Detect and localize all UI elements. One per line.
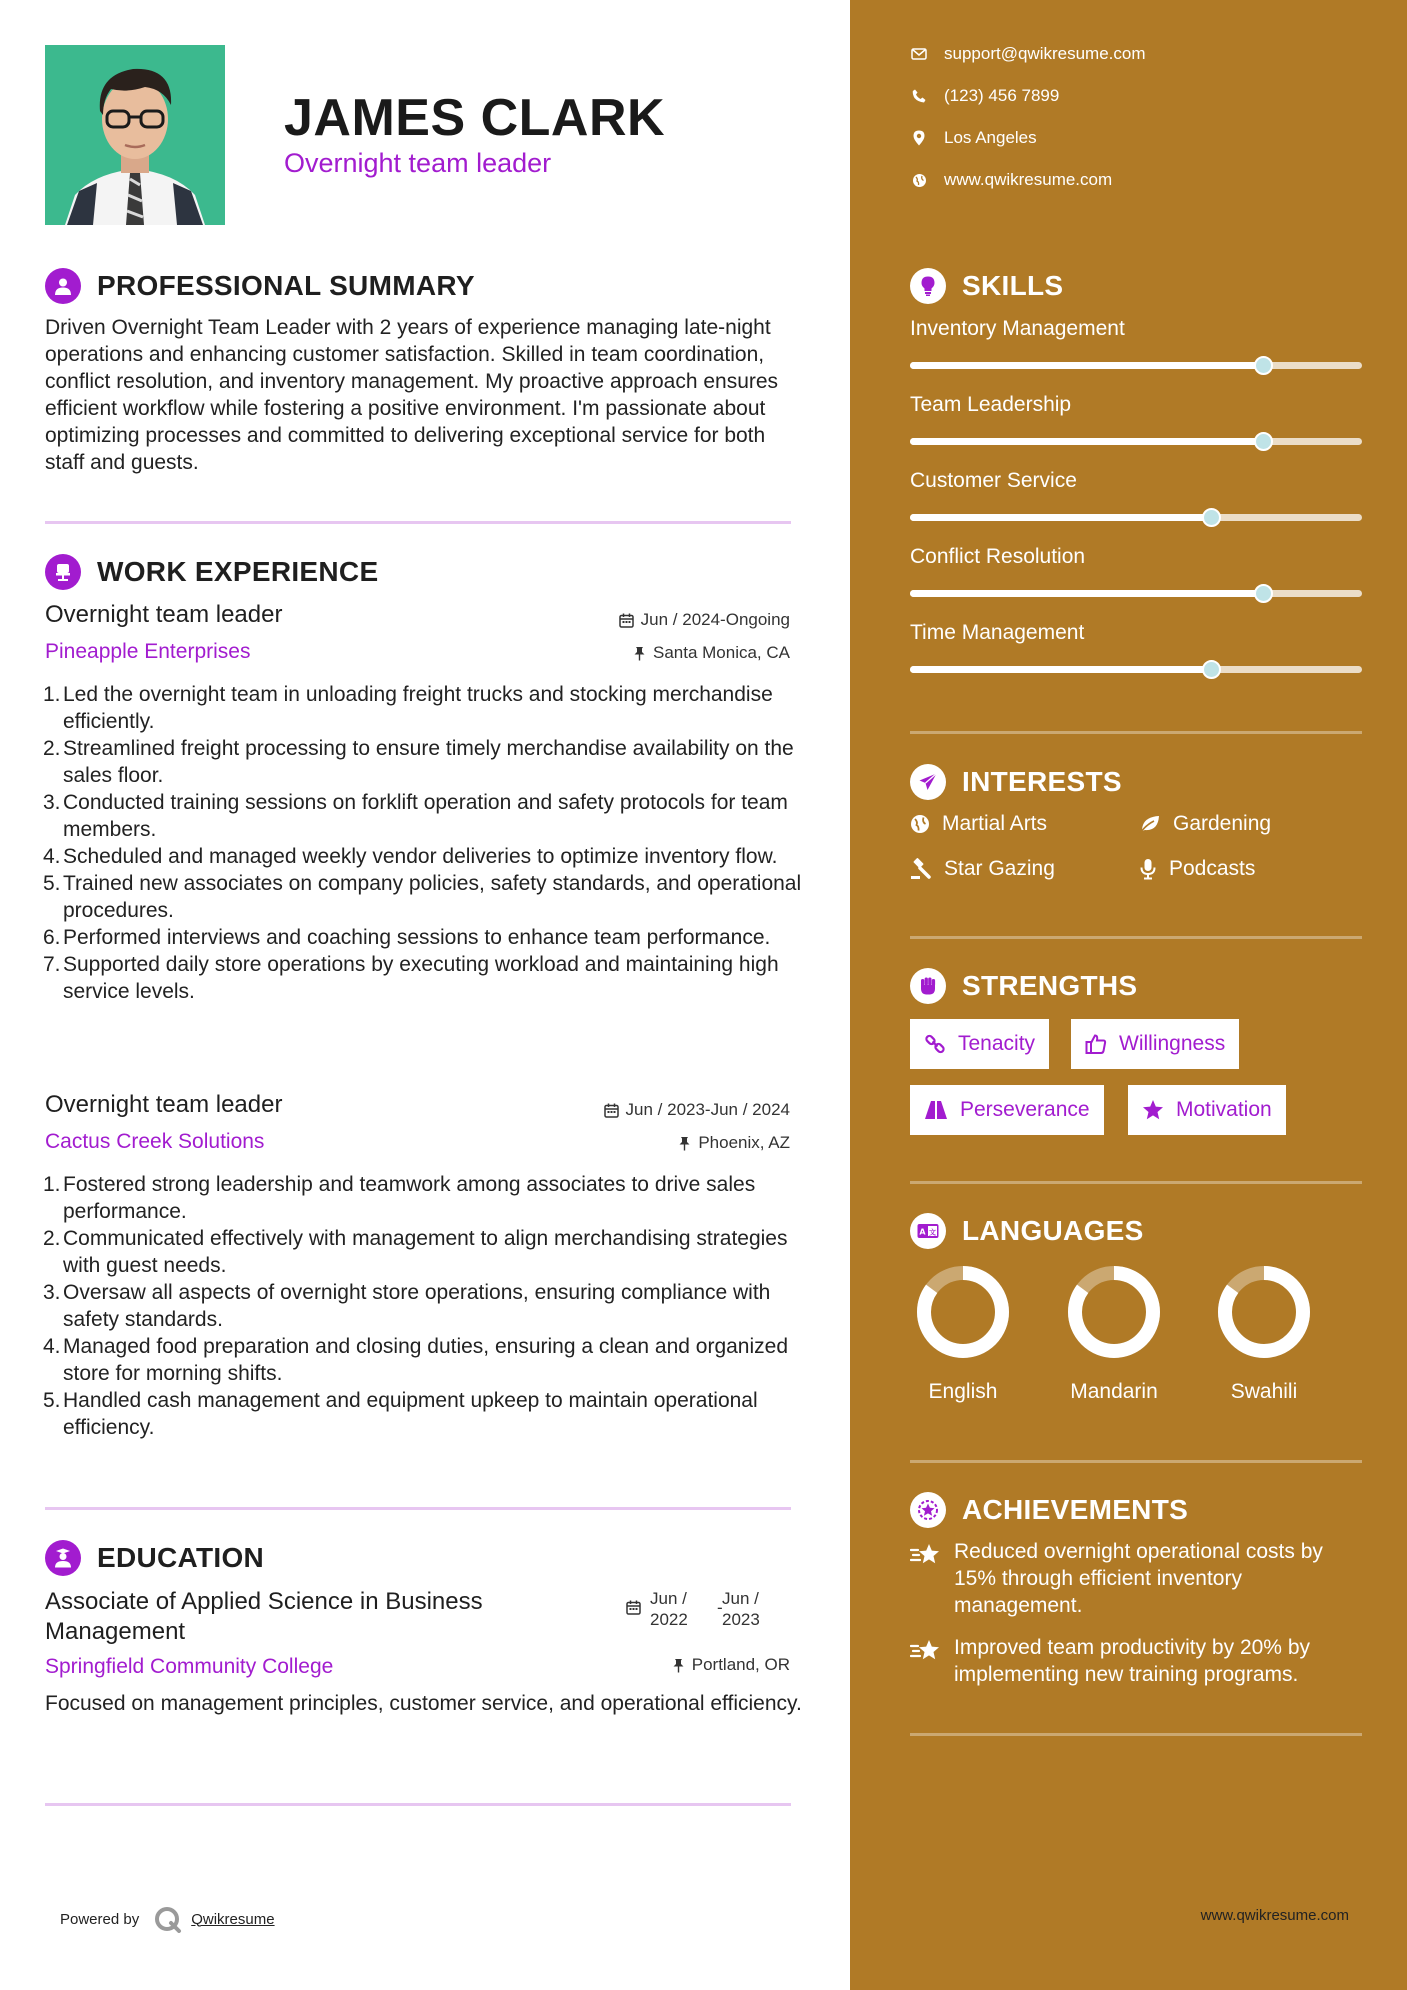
phone-icon xyxy=(910,87,928,105)
envelope-icon xyxy=(910,45,928,63)
skill-name: Team Leadership xyxy=(910,393,1072,416)
qwikresume-logo-icon xyxy=(153,1905,183,1933)
education-location xyxy=(672,1655,790,1675)
achievement-text: Reduced overnight operational costs by 15% through efficient inventory management. xyxy=(954,1540,1323,1617)
experience-section-header xyxy=(45,554,378,590)
date-separator: - xyxy=(717,1598,723,1617)
achievements-section-header xyxy=(910,1492,1188,1528)
degree-title xyxy=(45,1587,483,1647)
strength-badge xyxy=(1128,1085,1286,1135)
interest-item xyxy=(1139,857,1255,881)
globe-icon xyxy=(910,814,930,834)
globe-icon xyxy=(910,171,928,189)
list-item: 2. Streamlined freight processing to ensure timely merchandise availability on the sales floor. xyxy=(43,737,794,787)
skill-name: Conflict Resolution xyxy=(910,545,1086,568)
achievements-heading: ACHIEVEMENTS xyxy=(962,1494,1189,1525)
job-dates-text: Jun / 2024-Ongoing xyxy=(640,610,790,629)
languages-heading: LANGUAGES xyxy=(962,1215,1144,1246)
section-divider xyxy=(910,936,1362,939)
language-ring xyxy=(1209,1262,1319,1367)
job-dates xyxy=(619,610,790,630)
skill-bar xyxy=(910,590,1362,597)
languages-section-header xyxy=(910,1213,1144,1249)
education-section-header xyxy=(45,1540,264,1576)
job-duties-list xyxy=(45,1171,805,1441)
list-item: 4. Managed food preparation and closing duties, ensuring a clean and organized store for morning shifts. xyxy=(43,1335,789,1385)
skill-bar-knob xyxy=(1202,508,1221,527)
lightbulb-icon xyxy=(910,268,946,304)
skill-bar xyxy=(910,514,1362,521)
skill-bar-knob xyxy=(1254,432,1273,451)
award-star-icon xyxy=(910,1492,946,1528)
powered-by xyxy=(60,1905,275,1933)
skill-bar-fill xyxy=(910,438,1263,445)
contact-email-text: support@qwikresume.com xyxy=(944,44,1146,63)
school-name: Springfield Community College xyxy=(45,1655,334,1678)
summary-heading: PROFESSIONAL SUMMARY xyxy=(97,270,475,301)
language-name: Mandarin xyxy=(1070,1380,1158,1403)
list-item: 1. Fostered strong leadership and teamwork among associates to drive sales performance. xyxy=(43,1173,756,1223)
contact-location-text: Los Angeles xyxy=(944,128,1037,147)
gavel-icon xyxy=(910,858,932,880)
list-item: 2. Communicated effectively with management to align merchandising strategies with guest needs. xyxy=(43,1227,788,1277)
award-star-icon xyxy=(910,1538,944,1619)
degree-line: Management xyxy=(45,1618,186,1645)
language-name: English xyxy=(928,1380,998,1403)
job-title: Overnight team leader xyxy=(45,601,283,628)
strength-label: Willingness xyxy=(1119,1032,1226,1055)
skill-bar xyxy=(910,362,1362,369)
achievement-item xyxy=(910,1538,1370,1619)
skill-bar-knob xyxy=(1254,356,1273,375)
road-icon xyxy=(924,1100,948,1120)
contact-phone-text: (123) 456 7899 xyxy=(944,86,1060,105)
section-divider xyxy=(910,731,1362,734)
education-heading: EDUCATION xyxy=(97,1542,265,1573)
company-name: Pineapple Enterprises xyxy=(45,640,251,663)
microphone-icon xyxy=(1139,858,1157,880)
strengths-heading: STRENGTHS xyxy=(962,970,1138,1001)
interest-item xyxy=(1139,812,1271,836)
interest-label: Martial Arts xyxy=(942,812,1048,835)
svg-text:A: A xyxy=(919,1227,926,1237)
qwikresume-link[interactable]: Qwikresume xyxy=(191,1910,275,1928)
list-item: 5. Trained new associates on company policies, safety standards, and operational procedures. xyxy=(43,872,802,922)
contact-phone[interactable] xyxy=(910,86,1059,106)
language-ring xyxy=(908,1262,1018,1367)
degree-line: Associate of Applied Science in Business xyxy=(45,1588,483,1615)
experience-heading: WORK EXPERIENCE xyxy=(97,556,379,587)
strength-badge xyxy=(910,1019,1049,1069)
skill-bar-fill xyxy=(910,666,1211,673)
link-icon xyxy=(924,1033,946,1055)
section-divider xyxy=(910,1181,1362,1184)
job-location-text: Phoenix, AZ xyxy=(698,1133,790,1152)
summary-section-header xyxy=(45,268,475,304)
pin-icon xyxy=(678,1136,691,1151)
pin-icon xyxy=(633,646,646,661)
interest-item xyxy=(910,812,1047,836)
paper-plane-icon xyxy=(910,764,946,800)
education-start-date: Jun / 2022 xyxy=(650,1589,688,1629)
section-divider xyxy=(45,521,791,524)
translate-icon xyxy=(910,1213,946,1249)
list-item: 5. Handled cash management and equipment upkeep to maintain operational efficiency. xyxy=(43,1389,758,1439)
job-location xyxy=(633,643,790,663)
award-star-icon xyxy=(910,1634,944,1688)
graduate-icon xyxy=(45,1540,81,1576)
skill-bar xyxy=(910,666,1362,673)
company-name: Cactus Creek Solutions xyxy=(45,1130,265,1153)
footer-website[interactable]: www.qwikresume.com xyxy=(1200,1907,1349,1924)
skills-heading: SKILLS xyxy=(962,270,1064,301)
list-item: 3. Conducted training sessions on forklift operation and safety protocols for team members. xyxy=(43,791,788,841)
education-end-date: Jun / 2023 xyxy=(722,1589,760,1629)
strength-label: Motivation xyxy=(1176,1098,1272,1121)
strength-badge xyxy=(910,1085,1104,1135)
skill-name: Inventory Management xyxy=(910,317,1125,340)
job-location-text: Santa Monica, CA xyxy=(652,643,790,662)
profile-photo xyxy=(45,45,225,225)
list-item: 6. Performed interviews and coaching sessions to enhance team performance. xyxy=(43,926,771,949)
section-divider xyxy=(45,1803,791,1806)
candidate-name: JAMES CLARK xyxy=(284,89,666,147)
job-dates-text: Jun / 2023-Jun / 2024 xyxy=(625,1100,790,1119)
interest-label: Podcasts xyxy=(1169,857,1256,880)
sidebar xyxy=(850,0,1407,1990)
interest-item xyxy=(910,857,1055,881)
list-item: 1. Led the overnight team in unloading freight trucks and stocking merchandise efficiently. xyxy=(43,683,773,733)
contact-website-text: www.qwikresume.com xyxy=(944,170,1113,189)
interests-section-header xyxy=(910,764,1122,800)
skill-bar-knob xyxy=(1202,660,1221,679)
list-item: 3. Oversaw all aspects of overnight store operations, ensuring compliance with safety standards. xyxy=(43,1281,771,1331)
interest-label: Star Gazing xyxy=(944,857,1055,880)
svg-text:文: 文 xyxy=(929,1228,936,1237)
strength-badge xyxy=(1071,1019,1239,1069)
chair-icon xyxy=(45,554,81,590)
leaf-icon xyxy=(1139,814,1161,834)
interests-heading: INTERESTS xyxy=(962,766,1122,797)
achievement-item xyxy=(910,1634,1370,1688)
list-item: 7. Supported daily store operations by executing workload and maintaining high service levels. xyxy=(43,953,779,1003)
skill-name: Customer Service xyxy=(910,469,1077,492)
contact-email[interactable] xyxy=(910,44,1146,64)
fist-icon xyxy=(910,968,946,1004)
contact-website[interactable] xyxy=(910,170,1112,190)
language-ring xyxy=(1059,1262,1169,1367)
job-location xyxy=(678,1133,790,1153)
education-location-text: Portland, OR xyxy=(691,1655,790,1674)
education-description: Focused on management principles, customer service, and operational efficiency. xyxy=(45,1692,802,1715)
job-duties-list xyxy=(45,681,805,1005)
job-dates xyxy=(604,1100,790,1120)
skill-bar-fill xyxy=(910,514,1211,521)
pin-icon xyxy=(672,1658,685,1673)
section-divider xyxy=(910,1460,1362,1463)
interest-label: Gardening xyxy=(1173,812,1272,835)
thumbs-up-icon xyxy=(1085,1033,1107,1055)
star-icon xyxy=(1142,1099,1164,1121)
skill-bar-fill xyxy=(910,590,1263,597)
section-divider xyxy=(45,1507,791,1510)
skill-name: Time Management xyxy=(910,621,1085,644)
contact-location xyxy=(910,128,1037,148)
skill-bar-knob xyxy=(1254,584,1273,603)
calendar-icon xyxy=(626,1600,641,1620)
skill-bar xyxy=(910,438,1362,445)
section-divider xyxy=(910,1733,1362,1736)
candidate-title: Overnight team leader xyxy=(284,148,552,178)
user-icon xyxy=(45,268,81,304)
strengths-section-header xyxy=(910,968,1137,1004)
calendar-icon xyxy=(619,613,634,628)
summary-text: Driven Overnight Team Leader with 2 years of experience managing late-night operations and enhancing customer satisfaction. Skilled in team coordination, conflict resolution, and inventory management. My proactive approach ensures efficient workflow while fostering a positive environment. I'm passionate about optimizing processes and committed to delivering exceptional service for both staff and guests. xyxy=(45,316,779,474)
strength-label: Perseverance xyxy=(960,1098,1090,1121)
calendar-icon xyxy=(604,1103,619,1118)
map-marker-icon xyxy=(910,129,928,147)
skill-bar-fill xyxy=(910,362,1263,369)
powered-by-label: Powered by xyxy=(60,1910,140,1928)
list-item: 4. Scheduled and managed weekly vendor deliveries to optimize inventory flow. xyxy=(43,845,778,868)
achievement-text: Improved team productivity by 20% by implementing new training programs. xyxy=(954,1636,1310,1686)
strength-label: Tenacity xyxy=(958,1032,1036,1055)
skills-section-header xyxy=(910,268,1063,304)
job-title: Overnight team leader xyxy=(45,1091,283,1118)
language-name: Swahili xyxy=(1230,1380,1298,1403)
